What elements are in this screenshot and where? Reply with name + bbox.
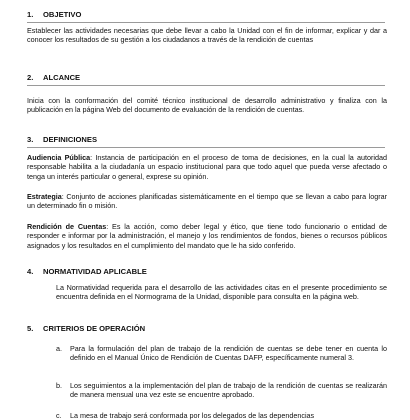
definition-estrategia: [27, 192, 387, 211]
section-number: 1.: [27, 10, 34, 19]
section-number: 5.: [27, 324, 34, 333]
section-title: DEFINICIONES: [43, 135, 98, 144]
list-item: [56, 344, 387, 363]
list-item: [56, 411, 387, 420]
alcance-paragraph: Inicia con la conformación del comité técnico institucional de desarrollo administrativo y finaliza con la publicación en la página Web del documento de evaluación de la rendición de cuentas.: [27, 96, 387, 115]
definition-term: Audiencia Pública: [27, 153, 91, 162]
list-marker: a.: [56, 344, 62, 353]
definition-text: : Instancia de participación en el proceso de toma de decisiones, en la cual la autoridad responsable habilita a la ciudadanía un espacio institucional para que todo aquel que pueda verse afectado o tenga un interés particular o general, exprese su opinión.: [27, 153, 387, 181]
section-number: 4.: [27, 267, 34, 276]
section-divider: [27, 147, 385, 148]
section-number: 3.: [27, 135, 34, 144]
section-title: OBJETIVO: [43, 10, 82, 19]
section-heading-alcance: [27, 73, 80, 83]
definition-term: Estrategia: [27, 192, 62, 201]
list-marker: b.: [56, 381, 62, 390]
list-item-text: La mesa de trabajo será conformada por los delegados de las dependencias: [70, 411, 315, 420]
section-title: ALCANCE: [43, 73, 81, 82]
objetivo-paragraph: Establecer las actividades necesarias que debe llevar a cabo la Unidad con el fin de informar, explicar y dar a conocer los resultados de su gestión a los ciudadanos a través de la rendición de cuentas: [27, 26, 387, 45]
list-marker: c.: [56, 411, 62, 420]
section-title: CRITERIOS DE OPERACIÓN: [43, 324, 146, 333]
section-heading-criterios: [27, 324, 145, 334]
definition-term: Rendición de Cuentas: [27, 222, 107, 231]
section-divider: [27, 22, 385, 23]
section-number: 2.: [27, 73, 34, 82]
definition-rendicion-de-cuentas: [27, 222, 387, 250]
section-heading-definiciones: [27, 135, 97, 145]
list-item: [56, 381, 387, 400]
list-item-text: Los seguimientos a la implementación del plan de trabajo de la rendición de cuentas se realizarán de manera mensual una vez este se encuentre aprobado.: [70, 381, 387, 400]
list-item-text: Para la formulación del plan de trabajo de la rendición de cuentas se debe tener en cuenta lo definido en el Manual Único de Rendición de Cuentas DAFP, específicamente numeral 3.: [70, 344, 387, 363]
definition-text: : Conjunto de acciones planificadas sistemáticamente en el tiempo que se llevan a cabo para lograr un determinado fin o misión.: [27, 192, 387, 211]
section-heading-normatividad: [27, 267, 147, 277]
section-heading-objetivo: [27, 10, 81, 20]
section-divider: [27, 85, 385, 86]
section-title: NORMATIVIDAD APLICABLE: [43, 267, 147, 276]
normatividad-paragraph: La Normatividad requerida para el desarrollo de las actividades citas en el presente procedimiento se encuentra definida en el Normograma de la Unidad, disponible para consulta en la página web.: [56, 283, 387, 302]
definition-text: : Es la acción, como deber legal y ético, que tiene todo funcionario o entidad de responder e informar por la administración, el manejo y los rendimientos de fondos, bienes o recursos públicos asignados y los resultados en el cumplimiento del mandato que le ha sido conferido.: [27, 222, 387, 250]
definition-audiencia-publica: [27, 153, 387, 181]
